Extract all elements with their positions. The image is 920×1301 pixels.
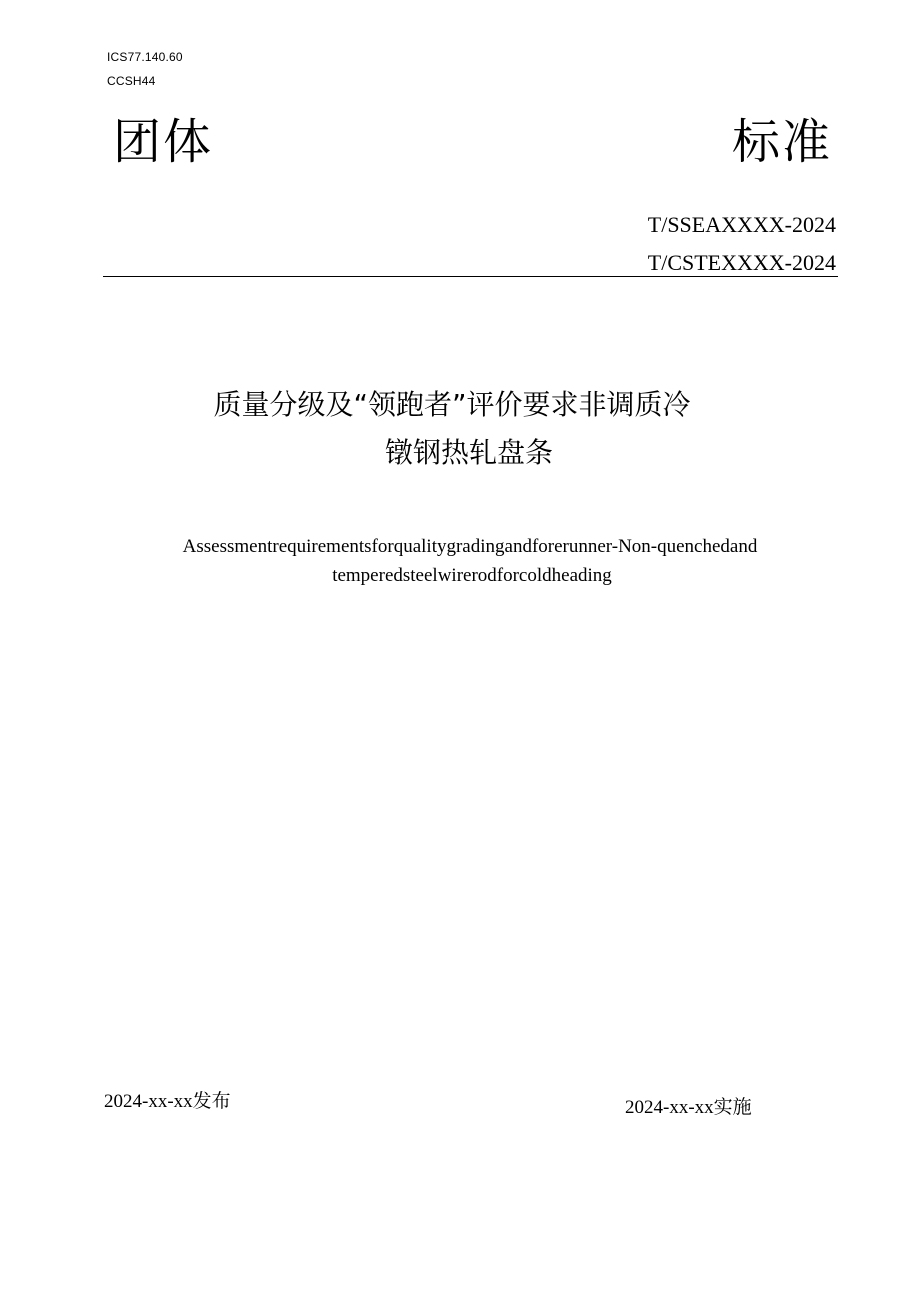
- category-label-left: 团体: [113, 114, 214, 170]
- issue-date: 2024-xx-xx发布: [104, 1091, 231, 1112]
- chinese-title-line: 镦钢热轧盘条: [384, 436, 553, 469]
- standard-number: T/CSTEXXXX-2024: [647, 250, 836, 275]
- implementation-date: 2024-xx-xx实施: [625, 1097, 752, 1118]
- standard-number: T/SSEAXXXX-2024: [647, 212, 836, 237]
- ics-code: ICS77.140.60: [107, 50, 183, 64]
- header-divider: [103, 276, 838, 277]
- english-title-line: temperedsteelwirerodforcoldheading: [332, 565, 612, 586]
- chinese-title-line: 质量分级及“领跑者”评价要求非调质冷: [213, 388, 691, 421]
- english-title-line: Assessmentrequirementsforqualitygradingandforerunner-Non-quenchedand: [182, 536, 758, 557]
- category-label-right: 标准: [731, 114, 832, 170]
- ccs-code: CCSH44: [107, 74, 156, 88]
